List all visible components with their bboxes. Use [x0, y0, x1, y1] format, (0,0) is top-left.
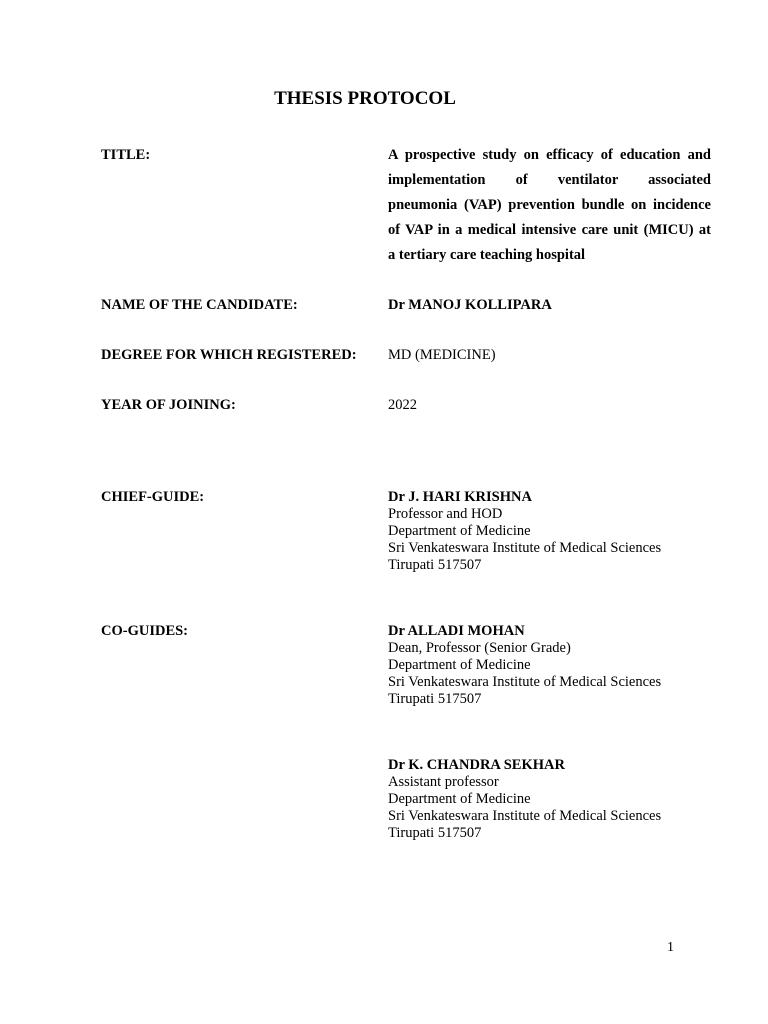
chief-guide-address: Tirupati 517507: [388, 557, 482, 573]
title-line-4: of VAP in a medical intensive care unit (MICU) at: [388, 222, 711, 238]
co-guide-name: Dr ALLADI MOHAN: [388, 623, 525, 639]
co-guides-label: CO-GUIDES:: [101, 623, 189, 639]
co-guide-designation: Dean, Professor (Senior Grade): [388, 640, 571, 656]
chief-guide-block: [388, 489, 661, 574]
document-heading: THESIS PROTOCOL: [274, 88, 456, 109]
co-guide-institution: Sri Venkateswara Institute of Medical Sciences: [388, 808, 662, 824]
degree-label: DEGREE FOR WHICH REGISTERED:: [101, 347, 357, 363]
chief-guide-label: CHIEF-GUIDE:: [101, 489, 205, 505]
title-line-2: implementation of ventilator associated: [388, 172, 711, 188]
chief-guide-department: Department of Medicine: [388, 523, 531, 539]
year-value: 2022: [388, 397, 417, 413]
co-guide-department: Department of Medicine: [388, 791, 531, 807]
co-guide-institution: Sri Venkateswara Institute of Medical Sciences: [388, 674, 662, 690]
page-number: 1: [667, 940, 674, 955]
chief-guide-name: Dr J. HARI KRISHNA: [388, 489, 532, 505]
chief-guide-institution: Sri Venkateswara Institute of Medical Sciences: [388, 540, 662, 556]
co-guide-designation: Assistant professor: [388, 774, 499, 790]
co-guide-address: Tirupati 517507: [388, 691, 482, 707]
year-label: YEAR OF JOINING:: [101, 397, 236, 413]
chief-guide-designation: Professor and HOD: [388, 506, 503, 522]
co-guide-name: Dr K. CHANDRA SEKHAR: [388, 757, 565, 773]
co-guide-block: [388, 623, 661, 708]
candidate-label: NAME OF THE CANDIDATE:: [101, 297, 298, 313]
title-line-5: a tertiary care teaching hospital: [388, 247, 586, 263]
title-line-3: pneumonia (VAP) prevention bundle on incidence: [388, 197, 711, 213]
co-guide-block: [388, 757, 661, 842]
candidate-name: Dr MANOJ KOLLIPARA: [388, 297, 552, 313]
degree-value: MD (MEDICINE): [388, 347, 496, 363]
co-guide-department: Department of Medicine: [388, 657, 531, 673]
co-guide-address: Tirupati 517507: [388, 825, 482, 841]
title-line-1: A prospective study on efficacy of education and: [388, 147, 711, 163]
title-label: TITLE:: [101, 147, 151, 163]
